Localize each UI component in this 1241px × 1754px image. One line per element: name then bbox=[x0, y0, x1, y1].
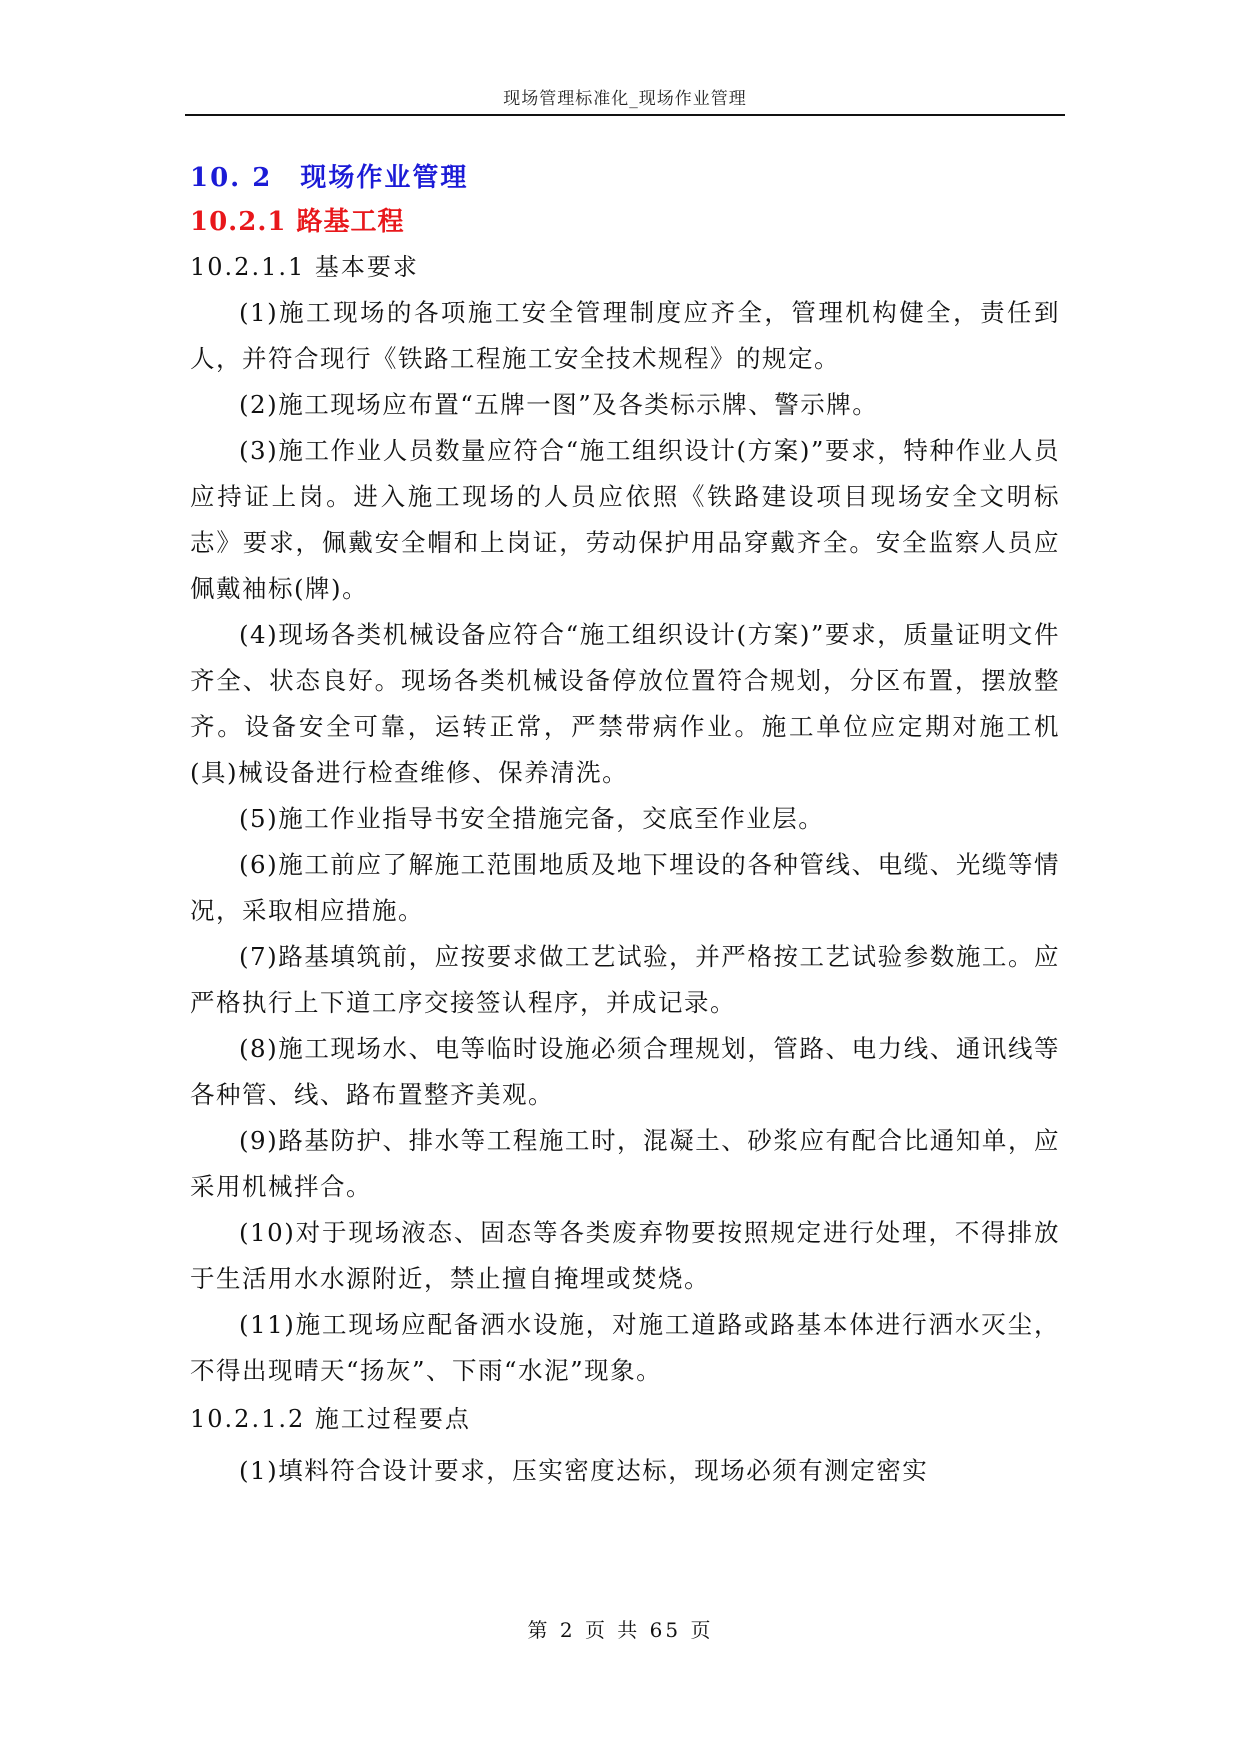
page-footer: 第 2 页 共 65 页 bbox=[527, 1618, 714, 1642]
section-heading: 10. 2 现场作业管理 bbox=[190, 163, 469, 193]
basic-requirements-heading: 10.2.1.1 基本要求 bbox=[190, 253, 419, 281]
list-item: (1)施工现场的各项施工安全管理制度应齐全，管理机构健全，责任到人，并符合现行《铁路工程施工安全技术规程》的规定。 bbox=[190, 298, 1060, 373]
list-item: (8)施工现场水、电等临时设施必须合理规划，管路、电力线、通讯线等各种管、线、路布置整齐美观。 bbox=[190, 1034, 1060, 1109]
process-points-heading: 10.2.1.2 施工过程要点 bbox=[190, 1405, 471, 1433]
list-item: (3)施工作业人员数量应符合“施工组织设计(方案)”要求，特种作业人员应持证上岗。进入施工现场的人员应依照《铁路建设项目现场安全文明标志》要求，佩戴安全帽和上岗证，劳动保护用品穿戴齐全。安全监察人员应佩戴袖标(牌)。 bbox=[190, 436, 1060, 603]
header-divider bbox=[185, 114, 1065, 116]
list-item: (4)现场各类机械设备应符合“施工组织设计(方案)”要求，质量证明文件齐全、状态良好。现场各类机械设备停放位置符合规划，分区布置，摆放整齐。设备安全可靠，运转正常，严禁带病作业。施工单位应定期对施工机(具)械设备进行检查维修、保养清洗。 bbox=[190, 620, 1060, 787]
list-item: (10)对于现场液态、固态等各类废弃物要按照规定进行处理，不得排放于生活用水水源附近，禁止擅自掩埋或焚烧。 bbox=[190, 1218, 1060, 1293]
list-item: (5)施工作业指导书安全措施完备，交底至作业层。 bbox=[239, 804, 825, 833]
list-item: (9)路基防护、排水等工程施工时，混凝土、砂浆应有配合比通知单，应采用机械拌合。 bbox=[190, 1126, 1060, 1201]
list-item: (11)施工现场应配备洒水设施，对施工道路或路基本体进行洒水灭尘，不得出现晴天“扬灰”、下雨“水泥”现象。 bbox=[190, 1310, 1060, 1385]
list-item: (6)施工前应了解施工范围地质及地下埋设的各种管线、电缆、光缆等情况，采取相应措施。 bbox=[190, 850, 1060, 925]
list-item: (1)填料符合设计要求，压实密度达标，现场必须有测定密实 bbox=[239, 1456, 929, 1485]
page-header: 现场管理标准化_现场作业管理 bbox=[503, 89, 747, 109]
page-content bbox=[190, 156, 1060, 1494]
list-item: (2)施工现场应布置“五牌一图”及各类标示牌、警示牌。 bbox=[239, 390, 879, 419]
subsection-heading: 10.2.1 路基工程 bbox=[190, 207, 405, 237]
list-item: (7)路基填筑前，应按要求做工艺试验，并严格按工艺试验参数施工。应严格执行上下道工序交接签认程序，并成记录。 bbox=[190, 942, 1060, 1017]
